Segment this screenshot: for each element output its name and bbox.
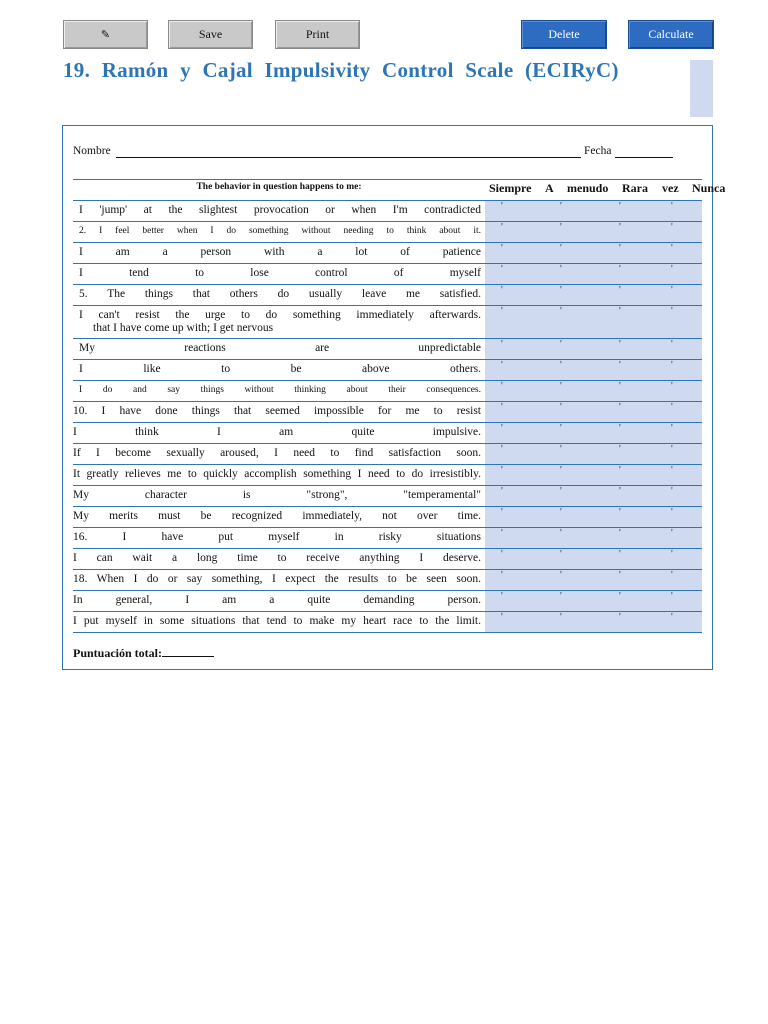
table-row <box>73 486 702 507</box>
question-text <box>73 507 485 527</box>
answer-option[interactable]: ' <box>501 423 503 434</box>
table-row <box>73 381 702 402</box>
table-row <box>73 612 702 633</box>
answer-cells <box>485 339 702 359</box>
print-button[interactable]: Print <box>275 20 360 49</box>
answer-option[interactable]: ' <box>560 444 562 455</box>
answer-option[interactable]: ' <box>501 507 503 518</box>
table-row <box>73 243 702 264</box>
question-line: I can't resist the urge to do something immediately afterwards. <box>79 309 481 321</box>
question-line: I tend to lose control of myself <box>79 267 481 279</box>
answer-option[interactable]: ' <box>501 486 503 497</box>
answer-option[interactable]: ' <box>671 549 673 560</box>
answer-cells <box>485 423 702 443</box>
answer-option[interactable]: ' <box>560 549 562 560</box>
question-line: I 'jump' at the slightest provocation or when I'm contradicted <box>79 204 481 216</box>
option-header: Nunca <box>692 181 726 195</box>
answer-option[interactable]: ' <box>560 402 562 413</box>
answer-option[interactable]: ' <box>619 444 621 455</box>
date-label: Fecha <box>584 145 612 157</box>
option-header: Siempre <box>489 181 532 195</box>
option-header: menudo <box>567 181 609 195</box>
answer-cells <box>485 243 702 263</box>
answer-option[interactable]: ' <box>560 465 562 476</box>
total-field[interactable] <box>162 647 214 657</box>
question-text <box>73 381 485 401</box>
question-text <box>73 486 485 506</box>
question-text <box>73 465 485 485</box>
answer-option[interactable]: ' <box>619 612 621 623</box>
total-score <box>73 646 214 661</box>
question-text <box>73 264 485 284</box>
answer-cells <box>485 360 702 380</box>
answer-option[interactable]: ' <box>671 486 673 497</box>
question-line: My character is "strong", "temperamental" <box>73 489 481 501</box>
question-line: I can wait a long time to receive anything I deserve. <box>73 552 481 564</box>
table-row <box>73 201 702 222</box>
question-text <box>73 339 485 359</box>
answer-option[interactable]: ' <box>671 201 673 212</box>
table-row <box>73 444 702 465</box>
question-text <box>73 402 485 422</box>
answer-option[interactable]: ' <box>501 306 503 317</box>
table-row <box>73 528 702 549</box>
edit-icon: ✎ <box>100 29 111 41</box>
answer-option[interactable]: ' <box>619 465 621 476</box>
answer-cells <box>485 528 702 548</box>
answer-option[interactable]: ' <box>619 360 621 371</box>
answer-option[interactable]: ' <box>560 201 562 212</box>
answer-cells <box>485 570 702 590</box>
answer-option[interactable]: ' <box>619 222 621 233</box>
table-row <box>73 465 702 486</box>
question-text <box>73 444 485 464</box>
answer-cells <box>485 507 702 527</box>
save-button[interactable]: Save <box>168 20 253 49</box>
answer-option[interactable]: ' <box>619 570 621 581</box>
question-line: I think I am quite impulsive. <box>73 426 481 438</box>
total-label: Puntuación total: <box>73 646 163 660</box>
answer-option[interactable]: ' <box>619 264 621 275</box>
answer-option[interactable]: ' <box>501 402 503 413</box>
answer-option[interactable]: ' <box>619 381 621 392</box>
delete-button[interactable]: Delete <box>521 20 607 49</box>
answer-cells <box>485 264 702 284</box>
question-line: I am a person with a lot of patience <box>79 246 481 258</box>
answer-option[interactable]: ' <box>560 264 562 275</box>
table-row <box>73 222 702 243</box>
answer-option[interactable]: ' <box>560 285 562 296</box>
answer-option[interactable]: ' <box>501 612 503 623</box>
answer-option[interactable]: ' <box>671 402 673 413</box>
table-row <box>73 549 702 570</box>
option-header: vez <box>662 181 679 195</box>
answer-cells <box>485 222 702 242</box>
answer-option[interactable]: ' <box>619 243 621 254</box>
question-text <box>73 360 485 380</box>
answer-option[interactable]: ' <box>671 243 673 254</box>
answer-cells <box>485 612 702 632</box>
answer-option[interactable]: ' <box>560 243 562 254</box>
question-text <box>73 285 485 305</box>
answer-option[interactable]: ' <box>501 465 503 476</box>
answer-cells <box>485 402 702 422</box>
answer-option[interactable]: ' <box>671 612 673 623</box>
question-line: I like to be above others. <box>79 363 481 375</box>
question-text <box>73 570 485 590</box>
answer-option[interactable]: ' <box>501 381 503 392</box>
question-text <box>73 306 485 338</box>
answer-option[interactable]: ' <box>671 264 673 275</box>
answer-option[interactable]: ' <box>671 381 673 392</box>
answer-option[interactable]: ' <box>501 243 503 254</box>
calculate-button[interactable]: Calculate <box>628 20 714 49</box>
answer-option[interactable]: ' <box>560 222 562 233</box>
question-line: If I become sexually aroused, I need to find satisfaction soon. <box>73 447 481 459</box>
question-text <box>73 423 485 443</box>
table-row <box>73 360 702 381</box>
question-table <box>73 200 702 633</box>
question-text <box>73 222 485 242</box>
page-title: 19. Ramón y Cajal Impulsivity Control Scale (ECIRyC) <box>63 58 619 82</box>
option-header: A <box>545 181 554 195</box>
option-header: Rara <box>622 181 648 195</box>
answer-option[interactable]: ' <box>560 360 562 371</box>
table-row <box>73 306 702 339</box>
question-line: I put myself in some situations that tend to make my heart race to the limit. <box>73 615 481 627</box>
answer-option[interactable]: ' <box>619 339 621 350</box>
answer-option[interactable]: ' <box>619 528 621 539</box>
answer-option[interactable]: ' <box>671 570 673 581</box>
question-line: I do and say things without thinking about their consequences. <box>79 385 481 395</box>
question-text <box>73 243 485 263</box>
answer-cells <box>485 444 702 464</box>
question-text <box>73 549 485 569</box>
question-line: 10. I have done things that seemed impossible for me to resist <box>73 405 481 417</box>
question-line: 18. When I do or say something, I expect the results to be seen soon. <box>73 573 481 585</box>
table-row <box>73 423 702 444</box>
table-row <box>73 570 702 591</box>
answer-option[interactable]: ' <box>501 201 503 212</box>
answer-option[interactable]: ' <box>501 444 503 455</box>
answer-cells <box>485 201 702 221</box>
answer-option[interactable]: ' <box>619 201 621 212</box>
answer-option[interactable]: ' <box>619 402 621 413</box>
side-panel <box>690 60 713 117</box>
answer-cells <box>485 306 702 338</box>
table-row <box>73 402 702 423</box>
answer-cells <box>485 381 702 401</box>
answer-option[interactable]: ' <box>619 306 621 317</box>
answer-option[interactable]: ' <box>560 381 562 392</box>
answer-option[interactable]: ' <box>501 528 503 539</box>
question-line: that I have come up with; I get nervous <box>93 322 274 334</box>
table-row <box>73 507 702 528</box>
answer-option[interactable]: ' <box>501 360 503 371</box>
answer-option[interactable]: ' <box>671 360 673 371</box>
answer-option[interactable]: ' <box>671 306 673 317</box>
answer-cells <box>485 465 702 485</box>
name-date-line <box>73 143 683 159</box>
answer-option[interactable]: ' <box>560 339 562 350</box>
answer-option[interactable]: ' <box>671 339 673 350</box>
answer-option[interactable]: ' <box>671 423 673 434</box>
answer-option[interactable]: ' <box>560 570 562 581</box>
table-row <box>73 264 702 285</box>
answer-option[interactable]: ' <box>619 507 621 518</box>
question-line: My reactions are unpredictable <box>79 342 481 354</box>
question-text <box>73 201 485 221</box>
answer-option[interactable]: ' <box>671 507 673 518</box>
answer-option[interactable]: ' <box>560 612 562 623</box>
question-line: 2. I feel better when I do something without needing to think about it. <box>79 226 481 236</box>
answer-option[interactable]: ' <box>501 339 503 350</box>
answer-cells <box>485 486 702 506</box>
answer-cells <box>485 285 702 305</box>
answer-option[interactable]: ' <box>560 528 562 539</box>
answer-option[interactable]: ' <box>501 549 503 560</box>
answer-option[interactable]: ' <box>501 570 503 581</box>
question-line: 5. The things that others do usually leave me satisfied. <box>79 288 481 300</box>
answer-option[interactable]: ' <box>560 507 562 518</box>
name-label: Nombre <box>73 145 111 157</box>
question-line: My merits must be recognized immediately, not over time. <box>73 510 481 522</box>
answer-option[interactable]: ' <box>671 528 673 539</box>
answer-option[interactable]: ' <box>501 222 503 233</box>
answer-option[interactable]: ' <box>501 285 503 296</box>
answer-option[interactable]: ' <box>671 465 673 476</box>
table-header-rule <box>73 179 702 180</box>
answer-option[interactable]: ' <box>501 591 503 602</box>
answer-option[interactable]: ' <box>560 591 562 602</box>
table-row <box>73 285 702 306</box>
answer-option[interactable]: ' <box>560 486 562 497</box>
table-header-label: The behavior in question happens to me: <box>196 182 362 192</box>
answer-option[interactable]: ' <box>560 423 562 434</box>
answer-option[interactable]: ' <box>619 423 621 434</box>
answer-option[interactable]: ' <box>619 549 621 560</box>
question-line: 16. I have put myself in risky situations <box>73 531 481 543</box>
question-text <box>73 528 485 548</box>
answer-option[interactable]: ' <box>619 486 621 497</box>
answer-option[interactable]: ' <box>619 285 621 296</box>
answer-option[interactable]: ' <box>619 591 621 602</box>
answer-option[interactable]: ' <box>671 444 673 455</box>
name-field[interactable] <box>116 157 581 158</box>
answer-option[interactable]: ' <box>671 591 673 602</box>
toolbar <box>0 20 768 50</box>
question-text <box>73 591 485 611</box>
question-line: It greatly relieves me to quickly accomplish something I need to do irresistibly. <box>73 468 481 480</box>
answer-option[interactable]: ' <box>671 285 673 296</box>
answer-option[interactable]: ' <box>560 306 562 317</box>
question-text <box>73 612 485 632</box>
date-field[interactable] <box>615 157 673 158</box>
table-row <box>73 339 702 360</box>
edit-button[interactable] <box>63 20 148 49</box>
answer-cells <box>485 549 702 569</box>
answer-option[interactable]: ' <box>501 264 503 275</box>
table-row <box>73 591 702 612</box>
answer-option[interactable]: ' <box>671 222 673 233</box>
answer-cells <box>485 591 702 611</box>
question-line: In general, I am a quite demanding person. <box>73 594 481 606</box>
